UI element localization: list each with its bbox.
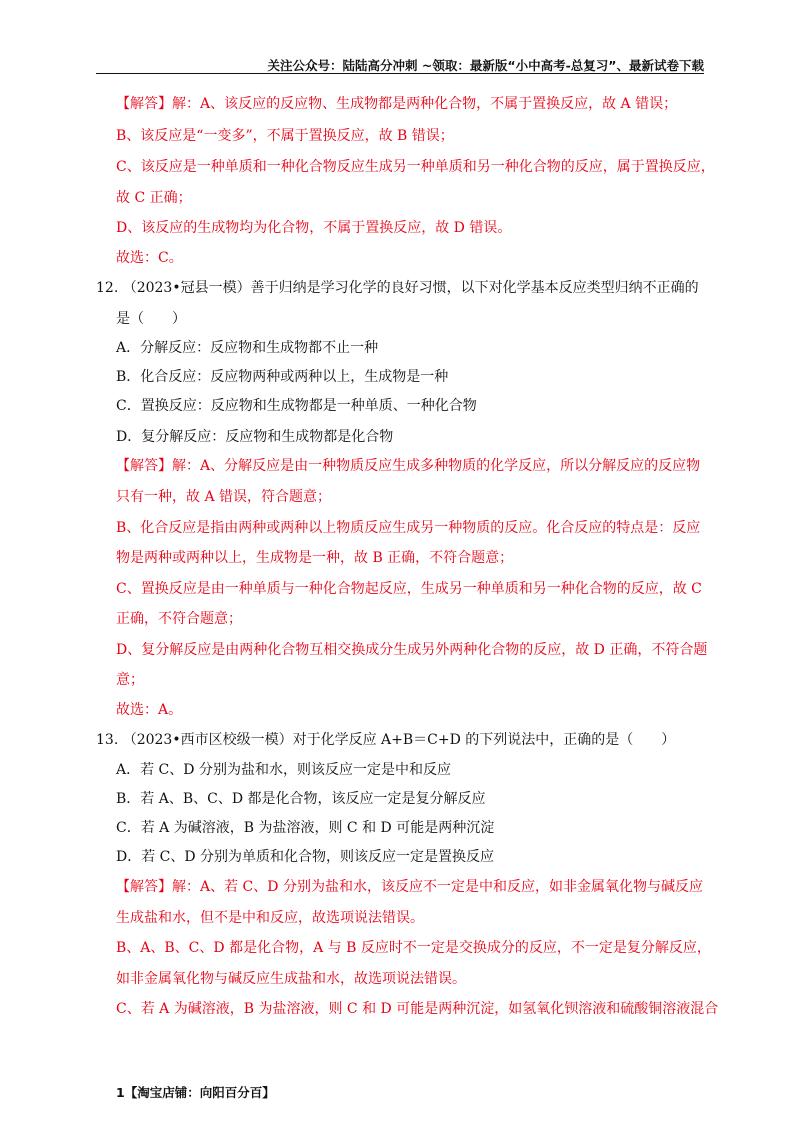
q12-answer-line3: B、化合反应是指由两种或两种以上物质反应生成另一种物质的反应。化合反应的特点是：反应 — [116, 520, 701, 536]
q13-answer-line1: 【解答】解：A、若 C、D 分别为盐和水，该反应不一定是中和反应，如非金属氧化物与碱反应 — [116, 879, 703, 895]
q12-stem-line2: 是（ ） — [116, 311, 186, 327]
q12-option-c: C．置换反应：反应物和生成物都是一种单质、一种化合物 — [116, 398, 477, 414]
q11-answer-line1: 【解答】解：A、该反应的反应物、生成物都是两种化合物，不属于置换反应，故 A 错误； — [116, 96, 678, 112]
q13-stem-line1: 13. （2023•西市区校级一模）对于化学反应 A+B＝C+D 的下列说法中，正确的是（ ） — [96, 732, 676, 748]
q12-answer-line9: 故选：A。 — [116, 702, 183, 718]
q11-answer-line5: D、该反应的生成物均为化合物，不属于置换反应，故 D 错误。 — [116, 220, 512, 236]
q11-answer-line4: 故 C 正确； — [116, 190, 192, 206]
q12-option-b: B．化合反应：反应物两种或两种以上，生成物是一种 — [116, 369, 449, 385]
q13-answer-line5: C、若 A 为碱溶液，B 为盐溶液，则 C 和 D 可能是两种沉淀，如氢氧化钡溶液和硫酸铜溶液混合 — [116, 1001, 719, 1017]
q11-answer-line2: B、该反应是“一变多”，不属于置换反应，故 B 错误； — [116, 128, 454, 144]
q11-answer-line6: 故选：C。 — [116, 250, 183, 266]
q13-answer-line4: 如非金属氧化物与碱反应生成盐和水，故选项说法错误。 — [116, 971, 466, 987]
q12-stem-line1: 12. （2023•冠县一模）善于归纳是学习化学的良好习惯，以下对化学基本反应类型归纳不正确的 — [96, 280, 699, 296]
q12-answer-line1: 【解答】解：A、分解反应是由一种物质反应生成多种物质的化学反应，所以分解反应的反应物 — [116, 458, 701, 474]
page-footer: 1【淘宝店铺：向阳百分百】 — [116, 1085, 275, 1100]
q12-answer-line2: 只有一种，故 A 错误，符合题意； — [116, 489, 332, 505]
header-divider — [96, 73, 704, 74]
q13-option-a: A．若 C、D 分别为盐和水，则该反应一定是中和反应 — [116, 762, 451, 778]
q12-answer-line5: C、置换反应是由一种单质与一种化合物起反应，生成另一种单质和另一种化合物的反应，故 C — [116, 581, 702, 597]
q12-answer-line6: 正确，不符合题意； — [116, 611, 242, 627]
q12-answer-line4: 物是两种或两种以上，生成物是一种，故 B 正确，不符合题意； — [116, 550, 514, 566]
q13-option-d: D．若 C、D 分别为单质和化合物，则该反应一定是置换反应 — [116, 849, 495, 865]
page-header: 关注公众号：陆陆高分冲刺 ~领取：最新版“小中高考-总复习”、最新试卷下载 — [267, 58, 704, 73]
q12-answer-line7: D、复分解反应是由两种化合物互相交换成分生成另外两种化合物的反应，故 D 正确，不符合题 — [116, 642, 708, 658]
q13-answer-line3: B、A、B、C、D 都是化合物，A 与 B 反应时不一定是交换成分的反应，不一定是复分解反应， — [116, 940, 711, 956]
q12-option-a: A．分解反应：反应物和生成物都不止一种 — [116, 340, 379, 356]
q12-option-d: D．复分解反应：反应物和生成物都是化合物 — [116, 429, 394, 445]
q13-answer-line2: 生成盐和水，但不是中和反应，故选项说法错误。 — [116, 910, 424, 926]
q13-option-c: C．若 A 为碱溶液，B 为盐溶液，则 C 和 D 可能是两种沉淀 — [116, 820, 495, 836]
q11-answer-line3: C、该反应是一种单质和一种化合物反应生成另一种单质和另一种化合物的反应，属于置换反应， — [116, 159, 715, 175]
q12-answer-line8: 意； — [116, 672, 144, 688]
q13-option-b: B．若 A、B、C、D 都是化合物，该反应一定是复分解反应 — [116, 791, 486, 807]
